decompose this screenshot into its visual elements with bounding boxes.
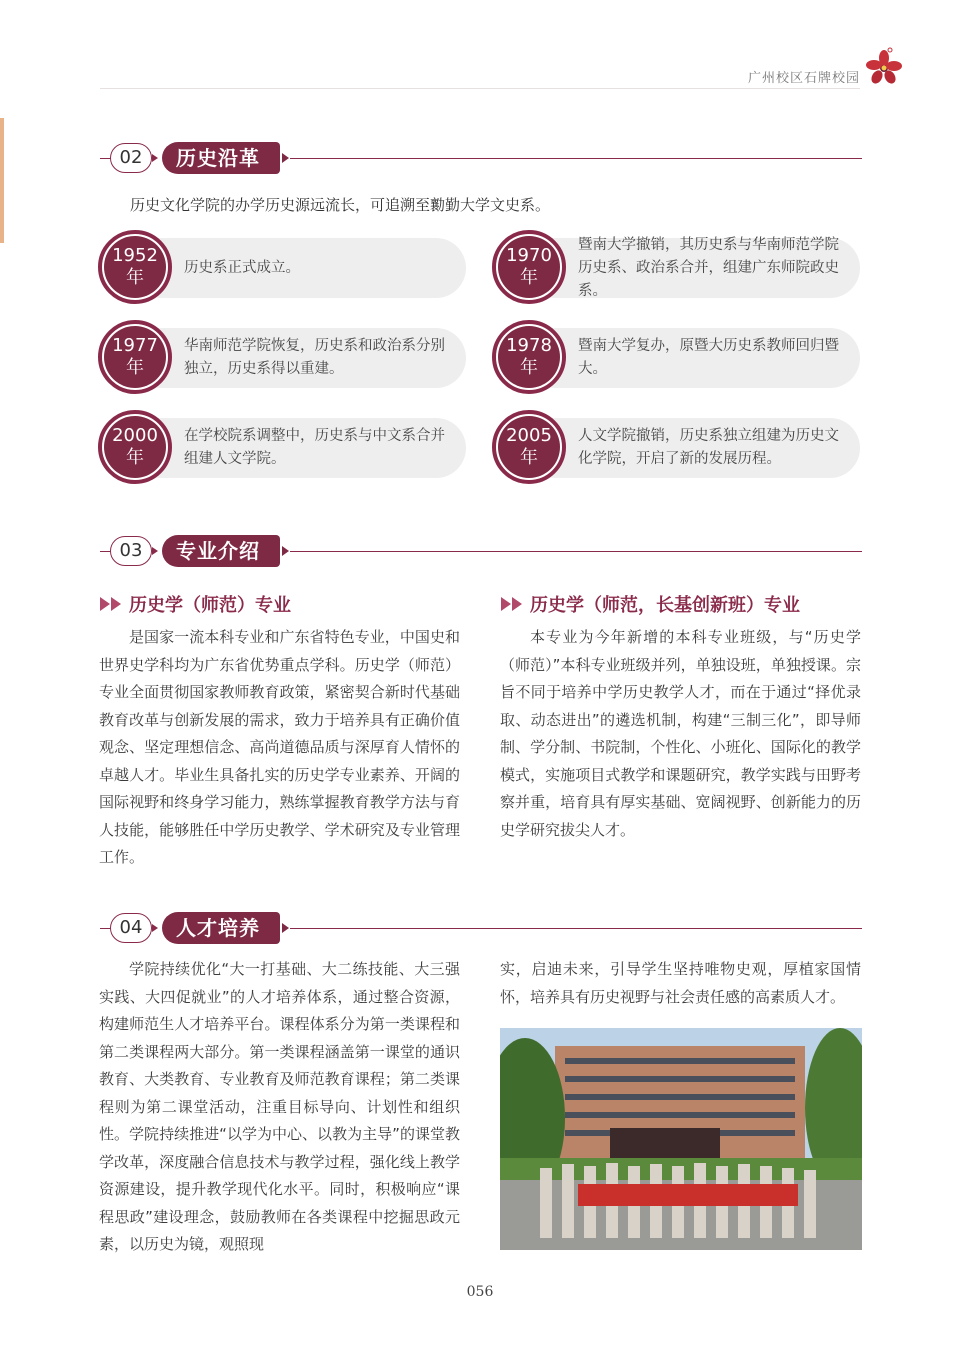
timeline-text: 历史系正式成立。 — [184, 259, 300, 276]
section-title: 历史沿革 — [162, 142, 280, 174]
group-photo — [500, 1028, 862, 1250]
header-campus-title: 广州校区石牌校园 — [747, 71, 860, 86]
section-header-majors — [100, 535, 862, 567]
timeline-text: 华南师范学院恢复，历史系和政治系分别独立，历史系得以重建。 — [184, 338, 445, 377]
major-desc-right: 本专业为今年新增的本科专业班级，与“历史学（师范）”本科专业班级并列，单独设班，单独授课。宗旨不同于培养中学历史教学人才，而在于通过“择优录取、动态进出”的遴选机制，构建“三制三化”，即导师制、学分制、书院制，个性化、小班化、国际化的教学模式，实施项目式教学和课题研究，教学实践与田野考察并重，培育具有厚实基础、宽阔视野、创新能力的历史学研究拔尖人才。 — [500, 628, 861, 839]
history-intro: 历史文化学院的办学历史源远流长，可追溯至勷勤大学文史系。 — [130, 196, 551, 214]
timeline-item — [492, 230, 860, 306]
section-header-talent — [100, 912, 862, 944]
major-title-right: 历史学（师范，长基创新班）专业 — [501, 591, 800, 617]
flower-icon — [864, 46, 904, 86]
header-divider — [100, 88, 860, 89]
timeline-item — [98, 410, 466, 486]
timeline-text: 暨南大学撤销，其历史系与华南师范学院历史系、政治系合并，组建广东师院政史系。 — [578, 236, 839, 299]
section-title: 专业介绍 — [162, 535, 280, 567]
timeline-text: 人文学院撤销，历史系独立组建为历史文化学院，开启了新的发展历程。 — [578, 428, 839, 467]
timeline-text: 暨南大学复办，原暨大历史系教师回归暨大。 — [578, 338, 839, 377]
timeline-year-badge: 2000 年 — [104, 416, 166, 478]
section-number: 02 — [110, 143, 152, 173]
section-header-history — [100, 142, 862, 174]
double-arrow-icon — [100, 597, 110, 611]
double-arrow-icon — [501, 597, 511, 611]
major-desc-left: 是国家一流本科专业和广东省特色专业，中国史和世界史学科均为广东省优势重点学科。历史学（师范）专业全面贯彻国家教师教育政策，紧密契合新时代基础教育改革与创新发展的需求，致力于培养具有正确价值观念、坚定理想信念、高尚道德品质与深厚育人情怀的卓越人才。毕业生具备扎实的历史学专业素养、开阔的国际视野和终身学习能力，熟练掌握教育教学方法与育人技能，能够胜任中学历史教学、学术研究及专业管理工作。 — [99, 628, 460, 866]
major-title-left: 历史学（师范）专业 — [100, 591, 291, 617]
section-number: 03 — [110, 536, 152, 566]
timeline-item — [492, 320, 860, 396]
timeline-year-badge: 1952 年 — [104, 236, 166, 298]
talent-desc-left: 学院持续优化“大一打基础、大二练技能、大三强实践、大四促就业”的人才培养体系，通过整合资源，构建师范生人才培养平台。课程体系分为第一类课程和第二类课程两大部分。第一类课程涵盖第一课堂的通识教育、大类教育、专业教育及师范教育课程；第二类课程则为第二课堂活动，注重目标导向、计划性和组织性。学院持续推进“以学为中心、以教为主导”的课堂教学改革，深度融合信息技术与教学过程，强化线上教学资源建设，提升教学现代化水平。同时，积极响应“课程思政”建设理念，鼓励教师在各类课程中挖掘思政元素，以历史为镜，观照现 — [99, 960, 460, 1253]
timeline-text: 在学校院系调整中，历史系与中文系合并组建人文学院。 — [184, 428, 445, 467]
section-title: 人才培养 — [162, 912, 280, 944]
timeline-year-badge: 1977 年 — [104, 326, 166, 388]
timeline-year-badge: 2005 年 — [498, 416, 560, 478]
timeline-year-badge: 1970 年 — [498, 236, 560, 298]
page-number: 056 — [466, 1284, 494, 1300]
talent-desc-right: 实，启迪未来，引导学生坚持唯物史观，厚植家国情怀，培养具有历史视野与社会责任感的高素质人才。 — [500, 960, 861, 1006]
timeline-item — [98, 230, 466, 306]
timeline-item — [492, 410, 860, 486]
timeline-item — [98, 320, 466, 396]
section-number: 04 — [110, 913, 152, 943]
timeline-year-badge: 1978 年 — [498, 326, 560, 388]
left-edge-accent — [0, 118, 4, 243]
